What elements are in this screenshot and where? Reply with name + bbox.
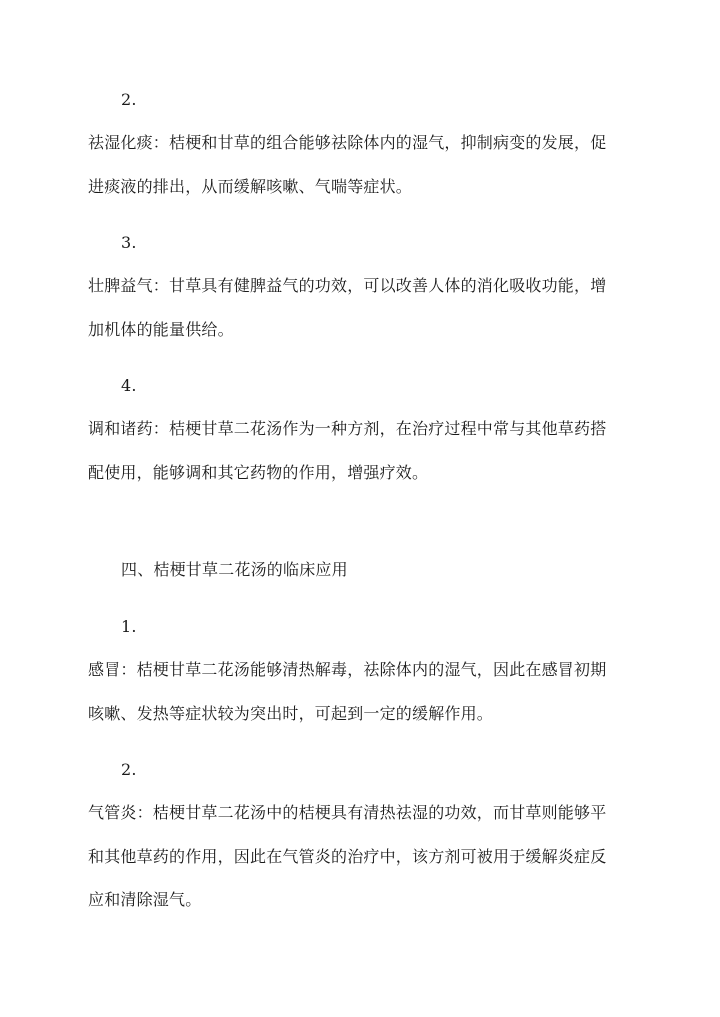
paragraph-line: 祛湿化痰：桔梗和甘草的组合能够祛除体内的湿气，抑制病变的发展，促 xyxy=(88,133,607,152)
section-heading: 四、桔梗甘草二花汤的临床应用 xyxy=(121,560,348,579)
paragraph-line: 感冒：桔梗甘草二花汤能够清热解毒，祛除体内的湿气，因此在感冒初期 xyxy=(88,660,607,679)
paragraph-line: 进痰液的排出，从而缓解咳嗽、气喘等症状。 xyxy=(88,177,413,196)
paragraph-line: 应和清除湿气。 xyxy=(88,890,202,909)
paragraph-line: 配使用，能够调和其它药物的作用，增强疗效。 xyxy=(88,463,429,482)
paragraph-line: 咳嗽、发热等症状较为突出时，可起到一定的缓解作用。 xyxy=(88,704,494,723)
paragraph-line: 壮脾益气：甘草具有健脾益气的功效，可以改善人体的消化吸收功能，增 xyxy=(88,276,607,295)
paragraph-line: 气管炎：桔梗甘草二花汤中的桔梗具有清热祛湿的功效，而甘草则能够平 xyxy=(88,803,607,822)
item-number: 3. xyxy=(121,233,137,252)
paragraph-line: 和其他草药的作用，因此在气管炎的治疗中，该方剂可被用于缓解炎症反 xyxy=(88,847,607,866)
item-number: 1. xyxy=(121,617,137,636)
item-number: 2. xyxy=(121,760,137,779)
paragraph-line: 调和诸药：桔梗甘草二花汤作为一种方剂，在治疗过程中常与其他草药搭 xyxy=(88,419,607,438)
item-number: 4. xyxy=(121,376,137,395)
paragraph-line: 加机体的能量供给。 xyxy=(88,320,234,339)
item-number: 2. xyxy=(121,90,137,109)
